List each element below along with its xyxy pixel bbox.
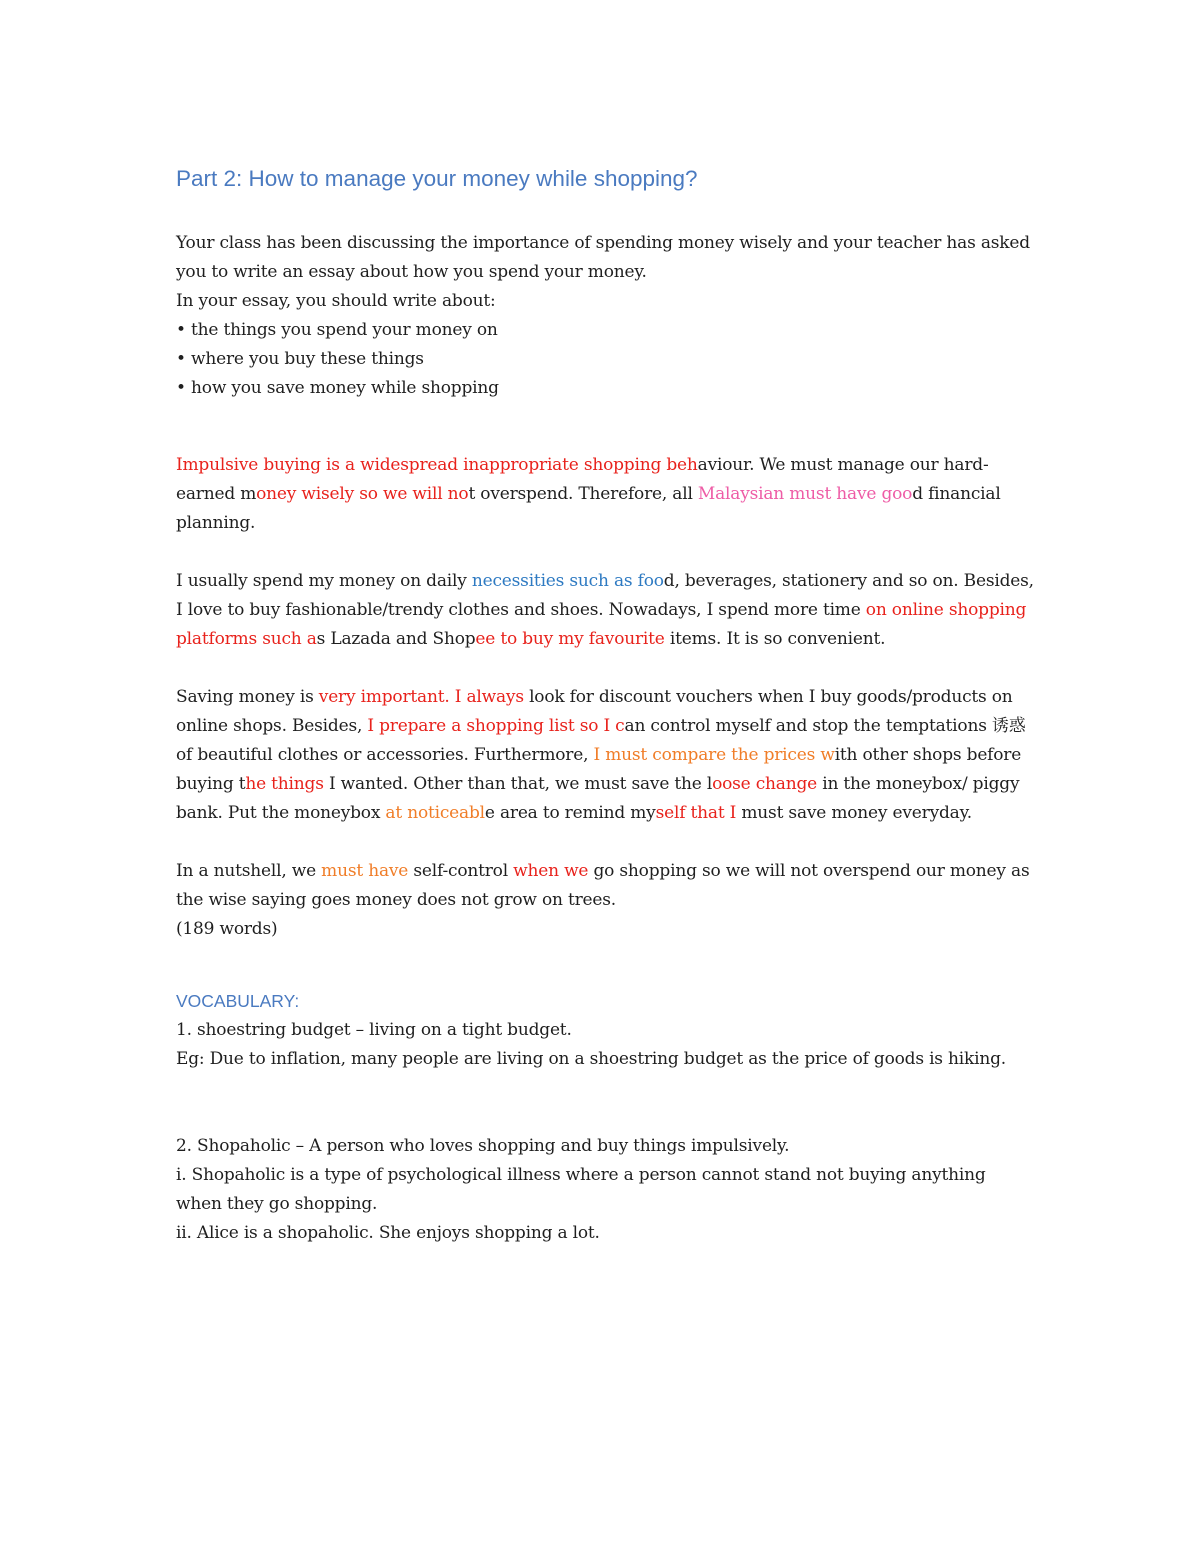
- prompt-bullet: • the things you spend your money on: [176, 320, 498, 340]
- vocab-term-1: 1. shoestring budget – living on a tight budget.: [176, 1020, 572, 1040]
- highlight-red: ee to buy my favourite: [475, 629, 665, 649]
- highlight-blue: necessities such as foo: [471, 571, 664, 591]
- highlight-red: when we: [513, 861, 589, 881]
- page-title: Part 2: How to manage your money while shopping?: [176, 166, 698, 191]
- essay-text: s Lazada and Shop: [316, 629, 476, 649]
- highlight-red: I prepare a shopping list so I c: [367, 716, 625, 736]
- essay-paragraph-conclusion: [176, 857, 1036, 915]
- essay-text: items. It is so convenient.: [664, 629, 886, 649]
- essay-text: look for discount vouchers when I buy goods/products on online shops. Besides,: [176, 687, 1013, 736]
- essay-text: d, beverages, stationery and so on. Besides, I love to buy fashionable/trendy clothes and shoes. Nowadays, I spend more time: [176, 571, 1034, 620]
- highlight-orange: at noticeabl: [385, 803, 485, 823]
- vocab-example-2-ii: ii. Alice is a shopaholic. She enjoys shopping a lot.: [176, 1223, 600, 1243]
- word-count: (189 words): [176, 919, 278, 939]
- highlight-red: Impulsive buying is a widespread inappropriate shopping beh: [176, 455, 698, 475]
- essay-paragraph-intro: [176, 451, 1036, 538]
- essay-text: Saving money is: [176, 687, 319, 707]
- highlight-red: very important. I always: [318, 687, 524, 707]
- essay-text: e area to remind my: [484, 803, 656, 823]
- highlight-pink: Malaysian must have goo: [697, 484, 913, 504]
- vocab-example-1: Eg: Due to inflation, many people are living on a shoestring budget as the price of goods is hiking.: [176, 1049, 1006, 1069]
- essay-text: ith other shops before buying t: [176, 745, 1022, 794]
- document-content: [176, 164, 1036, 1248]
- essay-text: an control myself and stop the temptations 诱惑 of beautiful clothes or accessories. Furthermore,: [176, 716, 1026, 765]
- vocabulary-title: VOCABULARY:: [176, 991, 300, 1011]
- essay-text: self-control: [408, 861, 514, 881]
- essay-text: d financial planning.: [176, 484, 1001, 533]
- essay-text: go shopping so we will not overspend our money as the wise saying goes money does not grow on trees.: [176, 861, 1030, 910]
- essay-text: I wanted. Other than that, we must save the l: [323, 774, 713, 794]
- essay-text: In a nutshell, we: [176, 861, 322, 881]
- prompt-bullet: • how you save money while shopping: [176, 378, 499, 398]
- essay-text: aviour. We must manage our hard-earned m: [176, 455, 989, 504]
- prompt-line-1: Your class has been discussing the importance of spending money wisely and your teacher has asked you to write an essay about how you spend your money.: [176, 233, 1030, 282]
- essay-text: in the moneybox/ piggy bank. Put the moneybox: [176, 774, 1020, 823]
- vocab-example-2-i: i. Shopaholic is a type of psychological illness where a person cannot stand not buying anything when they go shopping.: [176, 1165, 986, 1214]
- highlight-orange: I must compare the prices w: [593, 745, 835, 765]
- essay-paragraph-saving: [176, 683, 1036, 828]
- highlight-red: oose change: [712, 774, 818, 794]
- essay-text: I usually spend my money on daily: [176, 571, 472, 591]
- highlight-red: self that I: [655, 803, 737, 823]
- essay-paragraph-spending: [176, 567, 1036, 654]
- essay-text: must save money everyday.: [736, 803, 972, 823]
- highlight-red: on online shopping platforms such a: [176, 600, 1027, 649]
- prompt-instructions: [176, 229, 1036, 287]
- vocab-term-2: 2. Shopaholic – A person who loves shopping and buy things impulsively.: [176, 1136, 790, 1156]
- prompt-line-2: In your essay, you should write about:: [176, 291, 496, 311]
- highlight-orange: must have: [321, 861, 409, 881]
- essay-text: t overspend. Therefore, all: [468, 484, 698, 504]
- highlight-red: oney wisely so we will no: [256, 484, 469, 504]
- prompt-bullet: • where you buy these things: [176, 349, 424, 369]
- highlight-red: he things: [245, 774, 324, 794]
